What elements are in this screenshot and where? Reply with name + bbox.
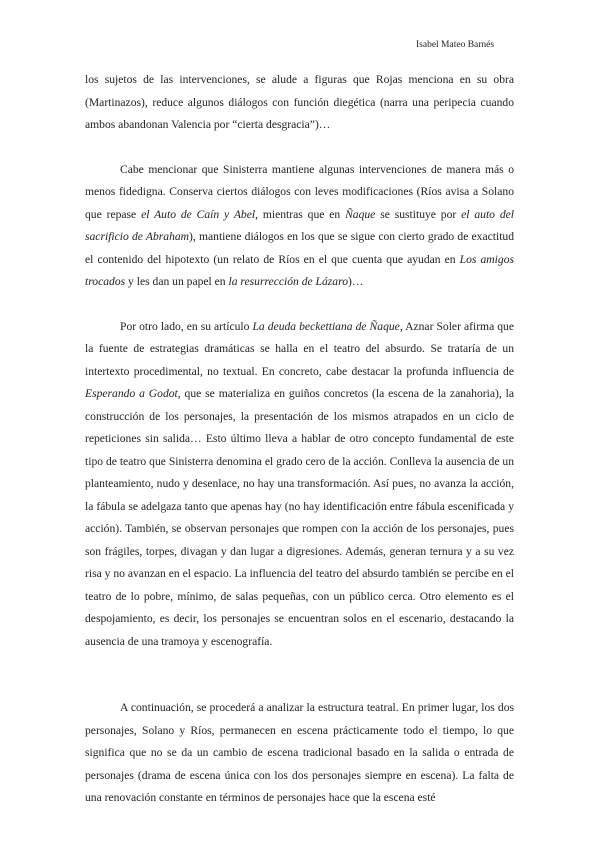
paragraph-2-title-amigos-trocados: Los amigos trocados [85, 252, 514, 288]
paragraph-3-text-1: Por otro lado, en su artículo [120, 319, 253, 333]
paragraph-2-text-5: y les dan un papel en [125, 275, 229, 288]
running-header-author: Isabel Mateo Barnés [416, 40, 495, 50]
paragraph-2-title-resurreccion-lazaro: la resurrección de Lázaro [228, 275, 348, 288]
paragraph-2-text-1: Cabe mencionar que Sinisterra mantiene algunas intervenciones de manera más o menos fidedigna. Conserva ciertos diálogos con leves modificaciones (Ríos avisa a Solano que repase [85, 162, 514, 221]
paragraph-3-text-3: , que se materializa en guiños concretos (la escena de la zanahoria), la construcción de los personajes, la presentación de los mismos atrapados en un ciclo de repeticiones sin salida… Esto último lleva a hablar de otro concepto fundamental de este tipo de teatro que Sinisterra denomina el grado cero de la acción. Conlleva la ausencia de un planteamiento, nudo y desenlace, no hay una transformación. Así pues, no avanza la acción, la fábula se adelgaza tanto que apenas hay (no hay identificación entre fábula escenificada y acción). También, se observan personajes que rompen con la acción de los personajes, pues son frágiles, torpes, divagan y dan lugar a digresiones. Además, generan ternura y a su vez risa y no avanzan en el espacio. La influencia del teatro del absurdo también se percibe en el teatro de lo pobre, mínimo, de salas pequeñas, con un público cerca. Otro elemento es el despojamiento, es decir, los personajes se encuentran solos en el escenario, destacando la ausencia de una tramoya y escenografía. [85, 387, 514, 648]
paragraph-2-text-2: , mientras que en [255, 207, 346, 221]
paragraph-2 [85, 159, 514, 294]
paragraph-4 [85, 697, 514, 810]
paragraph-2-text-4: ), mantiene diálogos en los que se sigue con cierto grado de exactitud el contenido del hipotexto (un relato de Ríos en el que cuenta que ayudan en [85, 230, 515, 266]
paragraph-2-text-6: )… [348, 275, 364, 288]
paragraph-2-title-naque: Ñaque [345, 207, 376, 221]
paragraph-3-title-deuda-beckettiana: La deuda beckettiana de Ñaque [252, 319, 400, 333]
paragraph-3 [85, 316, 514, 654]
paragraph-3-title-esperando-godot: Esperando a Godot [85, 387, 178, 400]
paragraph-3-text-2: , Aznar Soler afirma que la fuente de estrategias dramáticas se halla en el teatro del absurdo. Se trataría de un intertexto procedimental, no textual. En concreto, cabe destacar la profunda influencia de [85, 319, 514, 378]
paragraph-2-text-3: se sustituye por [375, 207, 462, 221]
document-body [85, 69, 514, 810]
paragraph-1-text: los sujetos de las intervenciones, se alude a figuras que Rojas menciona en su obra (Martinazos), reduce algunos diálogos con función diegética (narra una peripecia cuando ambos abandonan Valencia por “cierta desgracia”)… [85, 73, 514, 131]
paragraph-1 [85, 69, 514, 137]
paragraph-4-text: A continuación, se procederá a analizar la estructura teatral. En primer lugar, los dos personajes, Solano y Ríos, permanecen en escena prácticamente todo el tiempo, lo que significa que no se da un cambio de escena tradicional basado en la salida o entrada de personajes (drama de escena única con los dos personajes siempre en escena). La falta de una renovación constante en términos de personajes hace que la escena esté [85, 701, 514, 804]
paragraph-2-title-auto-abraham: el auto del sacrificio de Abraham [85, 207, 514, 243]
paragraph-2-title-auto-cain-abel: el Auto de Caín y Abel [141, 207, 256, 221]
